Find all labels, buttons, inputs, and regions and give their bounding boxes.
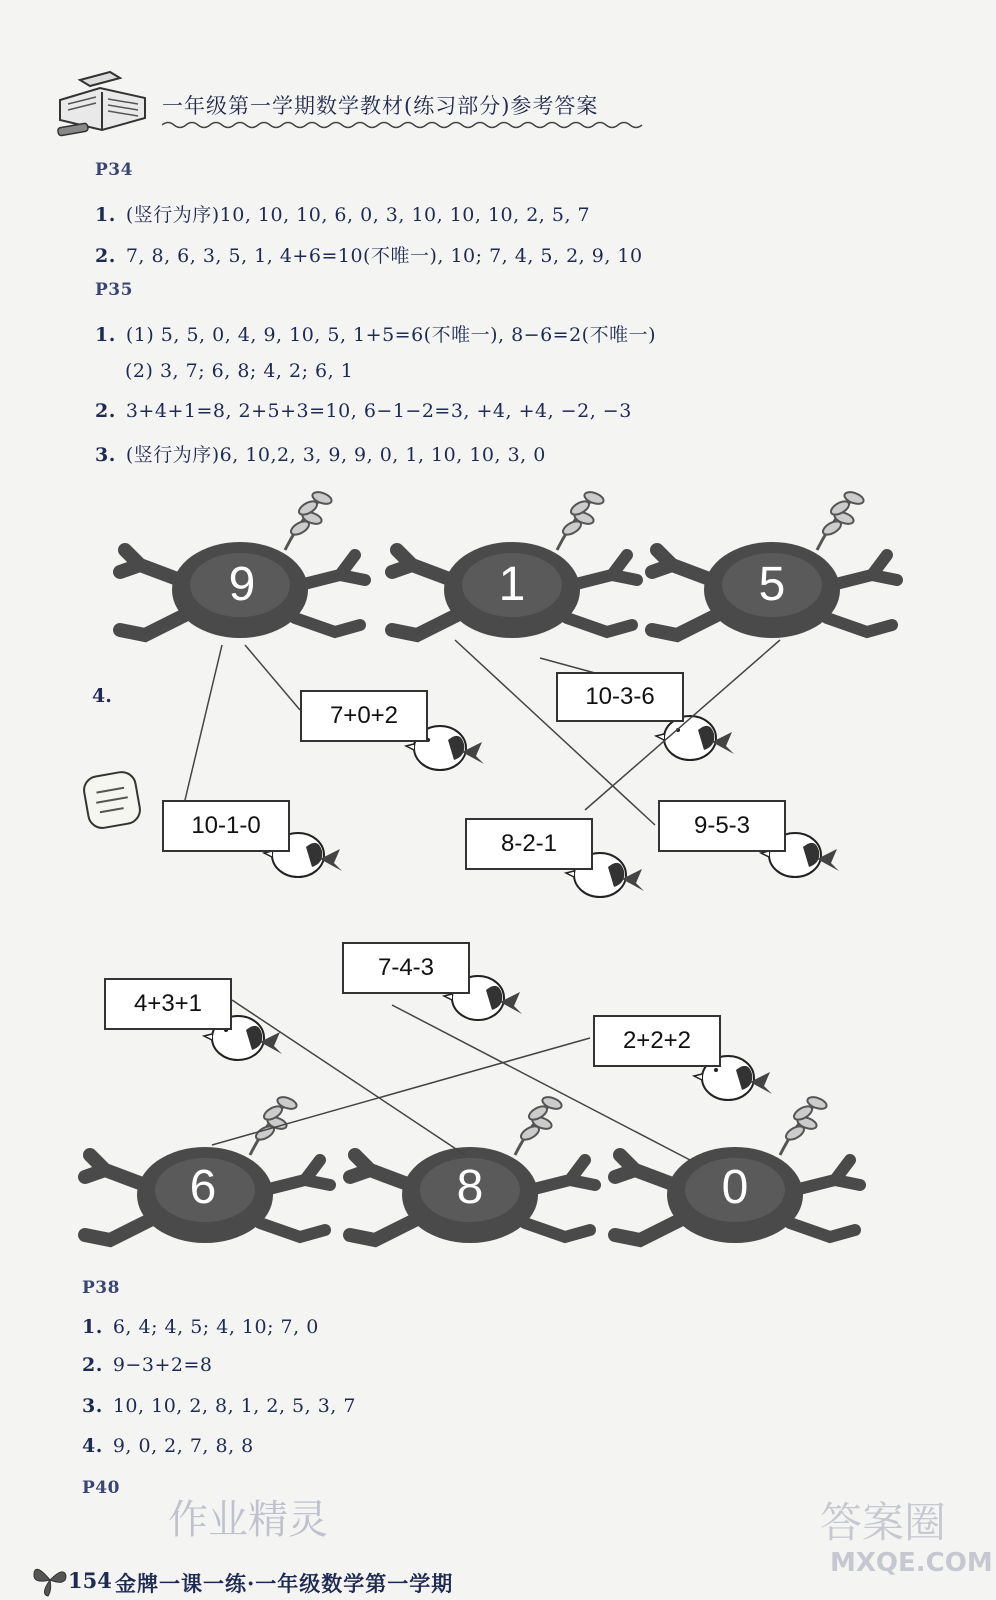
beetle-number: 5 [758, 558, 786, 611]
expression-box: 9-5-3 [658, 800, 786, 852]
item-number: 1. [95, 204, 116, 226]
item-text: 9−3+2=8 [112, 1354, 213, 1376]
p34-item-2 [95, 241, 643, 268]
match-line [540, 658, 595, 673]
match-line [585, 640, 780, 810]
item-text: (1) 5, 5, 0, 4, 9, 10, 5, 1+5=6(不唯一), 8−6=2(不唯一) [125, 324, 656, 346]
page-header [50, 70, 670, 150]
beetle-number: 9 [228, 558, 256, 611]
p34-item-1 [95, 200, 590, 227]
item-number: 1. [82, 1316, 103, 1338]
book-icon [50, 70, 155, 140]
page-label-p35: P35 [95, 280, 133, 300]
expression-box: 7-4-3 [342, 942, 470, 994]
item-text: (竖行为序)10, 10, 10, 6, 0, 3, 10, 10, 10, 2, 5, 7 [125, 204, 591, 226]
p38-item-2 [82, 1354, 212, 1376]
expression-box: 10-3-6 [556, 672, 684, 722]
item-text: 10, 10, 2, 8, 1, 2, 5, 3, 7 [112, 1395, 356, 1417]
watermark-brand: 答案圈 [820, 1498, 947, 1547]
watermark-site: MXQE.COM [830, 1548, 993, 1578]
item-text: (竖行为序)6, 10,2, 3, 9, 9, 0, 1, 10, 10, 3, 0 [125, 444, 546, 466]
butterfly-icon [30, 1560, 70, 1600]
item-text: 9, 0, 2, 7, 8, 8 [112, 1435, 254, 1457]
item-number: 2. [95, 400, 116, 422]
p35-item-1-part-2 [125, 360, 353, 382]
beetle-number: 1 [498, 558, 526, 611]
beetle-number: 8 [456, 1161, 484, 1214]
matching-diagram [0, 480, 996, 1270]
page-label-p34: P34 [95, 160, 133, 180]
expression-box: 10-1-0 [162, 800, 290, 852]
question-4-label: 4. [92, 685, 112, 707]
matching-lines [185, 640, 780, 1160]
item-number: 3. [82, 1395, 103, 1417]
item-text: 3+4+1=8, 2+5+3=10, 6−1−2=3, +4, +4, −2, −3 [125, 400, 632, 422]
item-number: 2. [95, 245, 116, 267]
p35-item-2 [95, 400, 632, 422]
footer-title: 金牌一课一练·一年级数学第一学期 [115, 1571, 454, 1596]
expression-box: 8-2-1 [465, 818, 593, 870]
item-text: 6, 4; 4, 5; 4, 10; 7, 0 [112, 1316, 319, 1338]
item-text: 7, 8, 6, 3, 5, 1, 4+6=10(不唯一), 10; 7, 4, 5, 2, 9, 10 [125, 245, 643, 267]
beetle-number: 6 [189, 1161, 217, 1214]
match-line [245, 645, 300, 710]
p38-item-4 [82, 1435, 254, 1457]
page-label-p40: P40 [82, 1478, 120, 1498]
homework-note-icon [82, 770, 142, 830]
header-title: 一年级第一学期数学教材(练习部分)参考答案 [162, 94, 599, 118]
p35-item-3 [95, 440, 546, 467]
expression-box: 7+0+2 [300, 690, 428, 742]
item-number: 3. [95, 444, 116, 466]
item-number: 4. [82, 1435, 103, 1457]
item-number: 1. [95, 324, 116, 346]
header-wave-divider [162, 120, 652, 130]
page-number: 154 [68, 1568, 112, 1593]
expression-box: 2+2+2 [593, 1015, 721, 1067]
expression-box: 4+3+1 [104, 978, 232, 1030]
watermark-text: 作业精灵 [168, 1497, 328, 1543]
p35-item-1 [95, 320, 656, 347]
page-label-p38: P38 [82, 1278, 120, 1298]
match-line [185, 645, 222, 800]
p38-item-1 [82, 1316, 319, 1338]
item-text: (2) 3, 7; 6, 8; 4, 2; 6, 1 [125, 360, 354, 382]
page-footer [30, 1540, 930, 1600]
p38-item-3 [82, 1395, 356, 1417]
match-line [455, 640, 655, 825]
item-number: 2. [82, 1354, 103, 1376]
beetle-number: 0 [721, 1161, 749, 1214]
